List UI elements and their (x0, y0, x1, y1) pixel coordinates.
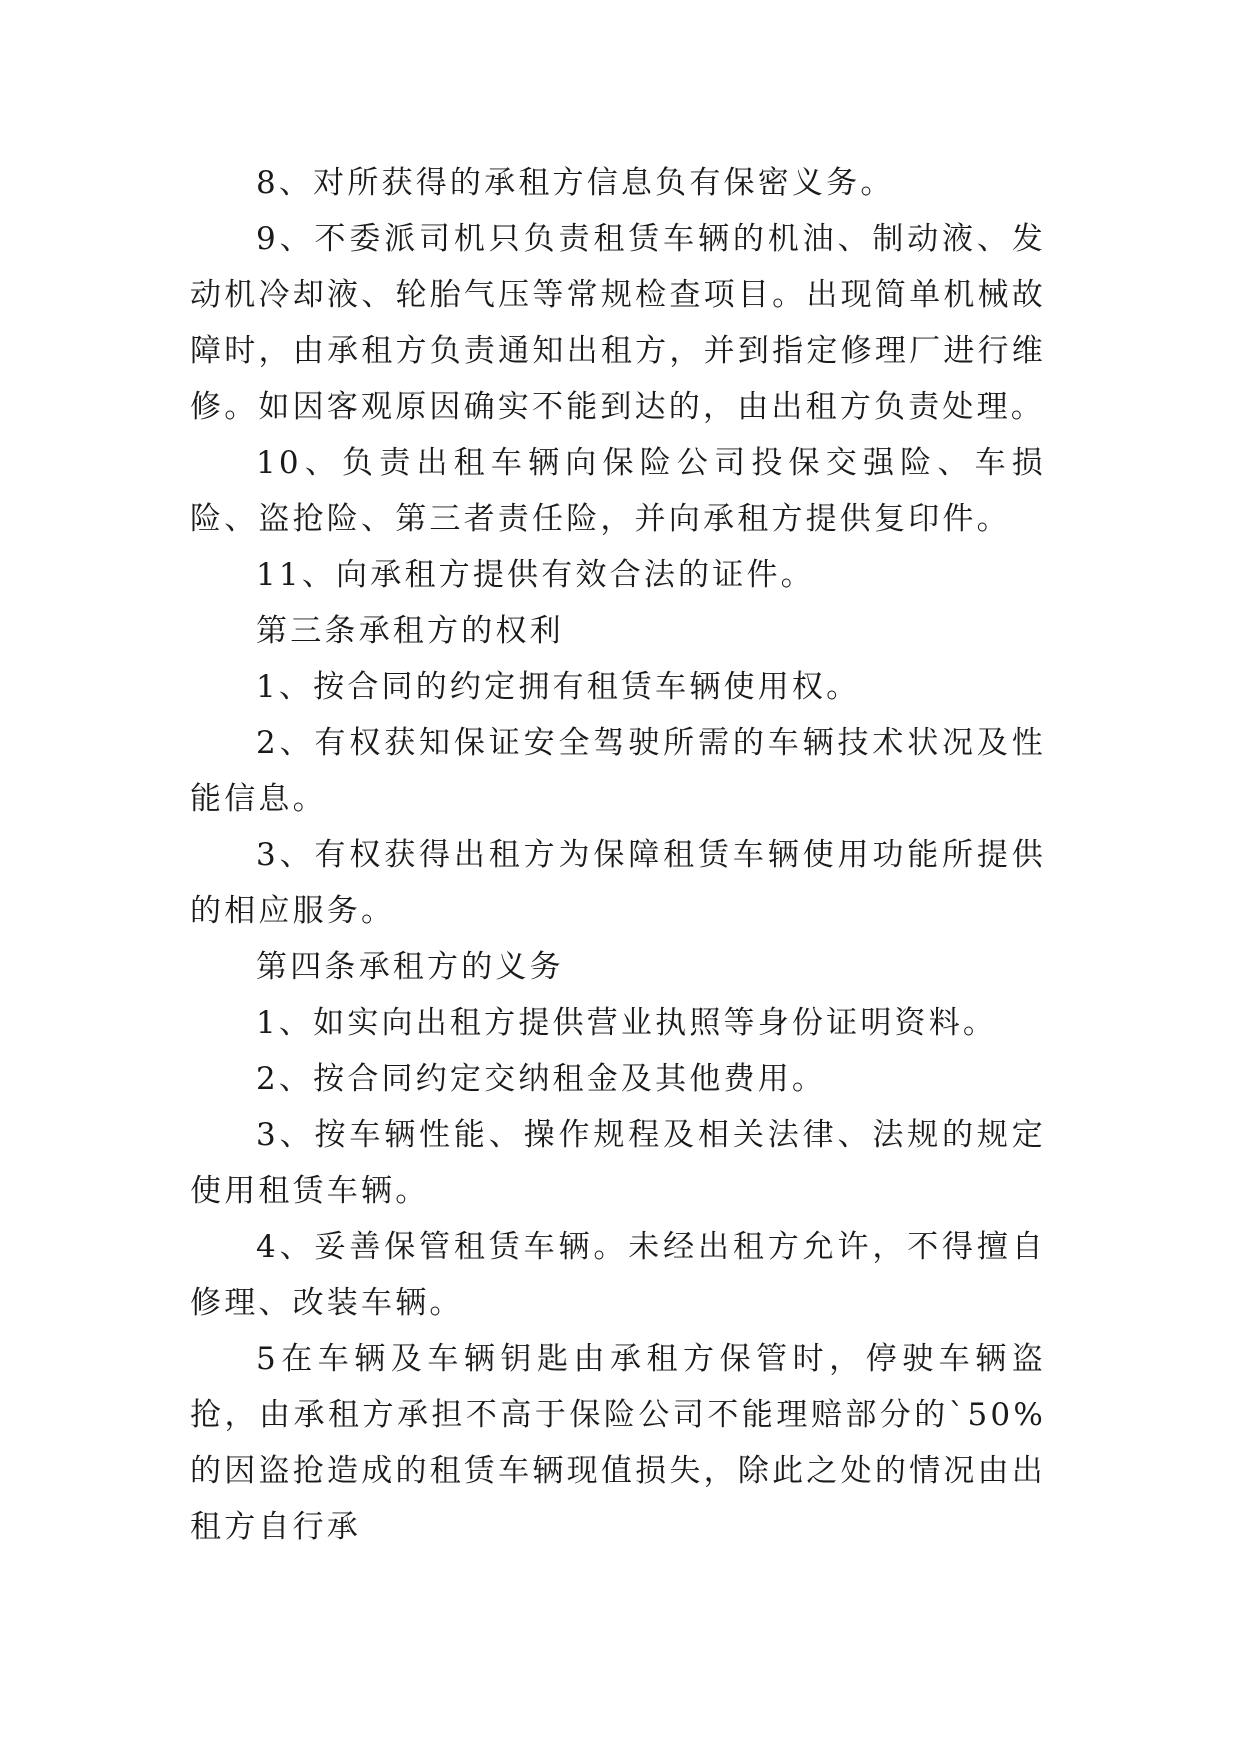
paragraph-obligation-9: 9、不委派司机只负责租赁车辆的机油、制动液、发动机冷却液、轮胎气压等常规检查项目。出现简单机械故障时，由承租方负责通知出租方，并到指定修理厂进行维修。如因客观原因确实不能到达的，由出租方负责处理。 (190, 221, 1046, 425)
section-heading-article-4: 第四条承租方的义务 (256, 949, 564, 985)
paragraph-duty-1: 1、如实向出租方提供营业执照等身份证明资料。 (256, 1005, 998, 1041)
document-body (190, 155, 1046, 1555)
paragraph-obligation-10: 10、负责出租车辆向保险公司投保交强险、车损险、盗抢险、第三者责任险，并向承租方提供复印件。 (190, 445, 1046, 537)
paragraph-duty-3: 3、按车辆性能、操作规程及相关法律、法规的规定使用租赁车辆。 (190, 1117, 1046, 1209)
paragraph-obligation-11: 11、向承租方提供有效合法的证件。 (256, 557, 815, 593)
section-heading-article-3: 第三条承租方的权利 (256, 613, 564, 649)
paragraph-obligation-8: 8、对所获得的承租方信息负有保密义务。 (256, 165, 895, 201)
paragraph-duty-2: 2、按合同约定交纳租金及其他费用。 (256, 1061, 827, 1097)
paragraph-duty-4: 4、妥善保管租赁车辆。未经出租方允许，不得擅自修理、改装车辆。 (190, 1229, 1046, 1321)
paragraph-duty-5: 5在车辆及车辆钥匙由承租方保管时，停驶车辆盗抢，由承租方承担不高于保险公司不能理赔部分的`50%的因盗抢造成的租赁车辆现值损失，除此之处的情况由出租方自行承 (190, 1341, 1046, 1545)
paragraph-right-1: 1、按合同的约定拥有租赁车辆使用权。 (256, 669, 861, 705)
paragraph-right-2: 2、有权获知保证安全驾驶所需的车辆技术状况及性能信息。 (190, 725, 1046, 817)
paragraph-right-3: 3、有权获得出租方为保障租赁车辆使用功能所提供的相应服务。 (190, 837, 1046, 929)
